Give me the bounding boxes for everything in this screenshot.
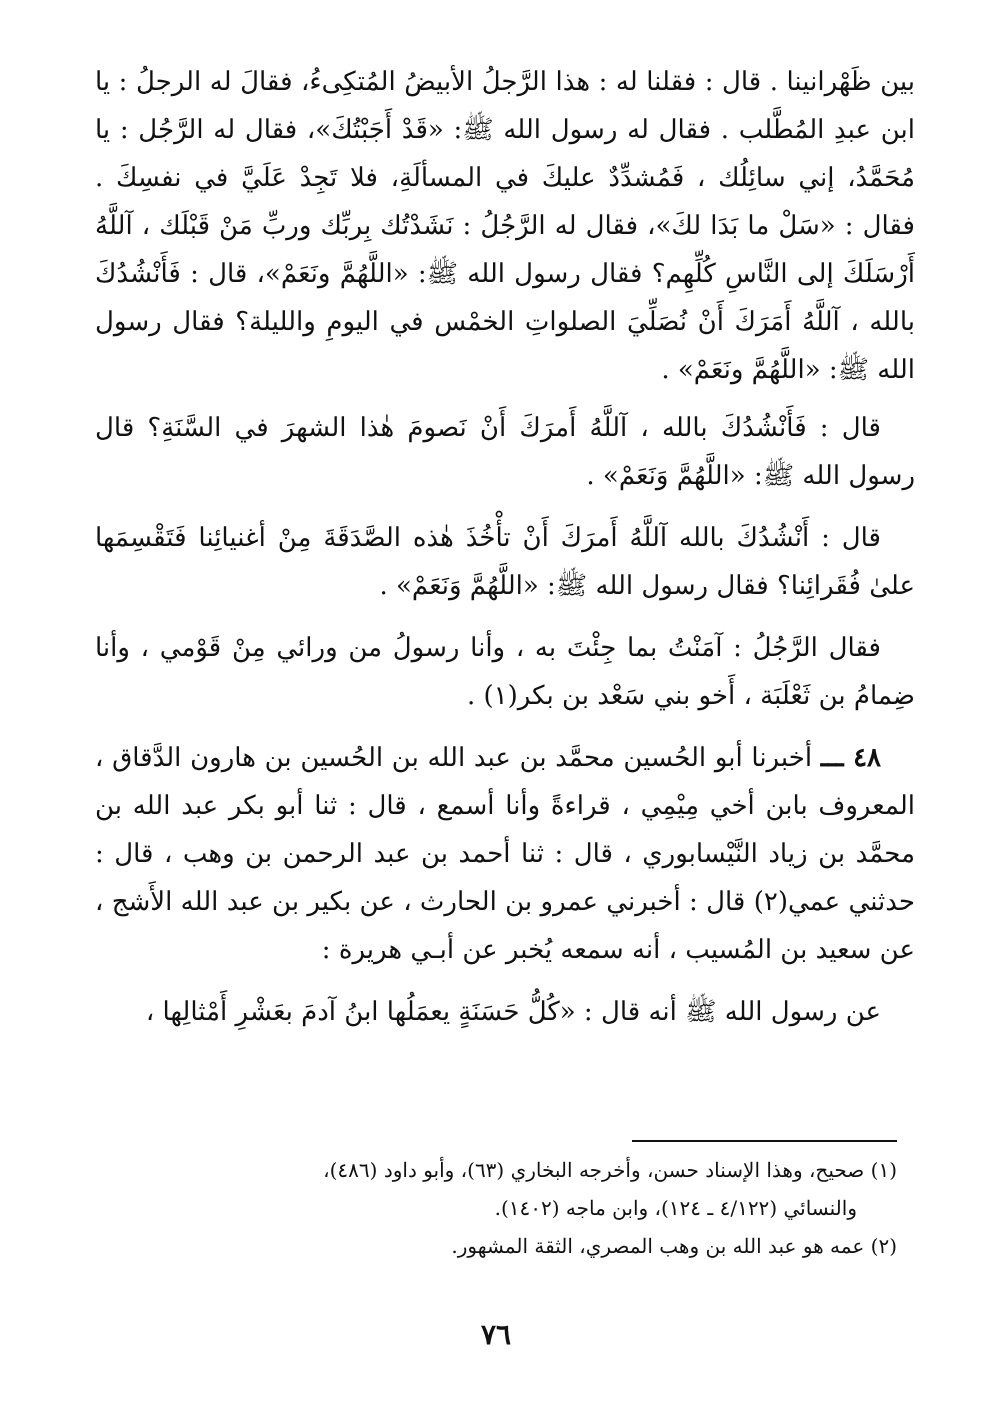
footnote-1-line-1: (١) صحيح، وهذا الإسناد حسن، وأخرجه البخاري (٦٣)، وأبو داود (٤٨٦)، <box>323 1158 897 1182</box>
paragraph-charity-question: قال : أَنْشُدُكَ بالله آللَّهُ أَمرَكَ أَنْ تأْخُذَ هٰذه الصَّدَقَةَ مِنْ أغنيائِنا فَتَقْسِمَها علىٰ فُقَرائِنا؟ فقال رسول الله ﷺ: «اللَّهُمَّ وَنَعَمْ» . <box>95 523 915 601</box>
paragraph-hadith-47-continuation: بين ظَهْرانينا . قال : فقلنا له : هذا الرَّجلُ الأبيضُ المُتكِىءُ، فقالَ له الرجلُ : يا ابن عبدِ المُطَّلب . فقال له رسول الله ﷺ: «قَدْ أَجَبْتُكَ»، فقال له الرَّجُل : يا مُحَمَّدُ، إني سائِلُك ، فَمُشدِّدٌ عليكَ في المسألَةِ، فلا تَجِدْ عَلَيَّ في نفسِكَ . فقال : «سَلْ ما بَدَا لكَ»، فقال له الرَّجُلُ : نَشَدْتُك بِربِّك وربِّ مَنْ قَبْلَك ، آللَّهُ أَرْسَلَكَ إلى النَّاسِ كُلِّهِم؟ فقال رسول الله ﷺ: «اللَّهُمَّ ونَعَمْ»، قال : فَأَنْشُدُكَ بالله ، آللَّهُ أَمَرَكَ أَنْ نُصَلِّيَ الصلواتِ الخمْس في اليومِ والليلة؟ فقال رسول الله ﷺ: «اللَّهُمَّ ونَعَمْ» . <box>95 67 915 385</box>
hadith-number: ٤٨ ـــ <box>820 743 882 773</box>
footnote-2: (٢) عمه هو عبد الله بن وهب المصري، الثقة المشهور. <box>451 1234 897 1258</box>
page-number: ٧٦ <box>480 1318 512 1351</box>
paragraph-hadith-48-isnad <box>95 734 915 974</box>
paragraph-man-declaration: فقال الرَّجُلُ : آمَنْتُ بما جِئْتَ به ، وأنا رسولُ من ورائي مِنْ قَوْمي ، وأنا ضِمامُ بن ثَعْلَبَة ، أَخو بني سَعْد بن بكر(١) . <box>95 633 915 711</box>
paragraph-fasting-question: قال : فَأَنْشُدُكَ بالله ، آللَّهُ أَمرَكَ أَنْ نَصومَ هٰذا الشهرَ في السَّنَةِ؟ قال رسول الله ﷺ: «اللَّهُمَّ وَنَعَمْ» . <box>95 413 915 491</box>
page-body <box>95 58 915 1050</box>
hadith-48-isnad-text: أخبرنا أبو الحُسين محمَّد بن عبد الله بن الحُسين بن هارون الدَّقاق ، المعروف بابن أخي مِيْمِي ، قراءةً وأنا أسمع ، قال : ثنا أبو بكر عبد الله بن محمَّد بن زياد النَّيْسابوري ، قال : ثنا أحمد بن عبد الرحمن بن وهب ، قال : حدثني عمي(٢) قال : أخبرني عمرو بن الحارث ، عن بكير بن عبد الله الأَشج ، عن سعيد بن المُسيب ، أنه سمعه يُخبر عن أبـي هريرة : <box>95 743 915 965</box>
footnote-1-line-2: والنسائي (٤/١٢٢ ـ ١٢٤)، وابن ماجه (١٤٠٢). <box>494 1196 857 1220</box>
paragraph-hadith-48-matn: عن رسول الله ﷺ أنه قال : «كُلُّ حَسَنَةٍ يعمَلُها ابنُ آدمَ بعَشْرِ أَمْثالِها ، <box>145 997 881 1027</box>
footnote-divider <box>632 1140 897 1142</box>
footnotes <box>77 1152 897 1266</box>
